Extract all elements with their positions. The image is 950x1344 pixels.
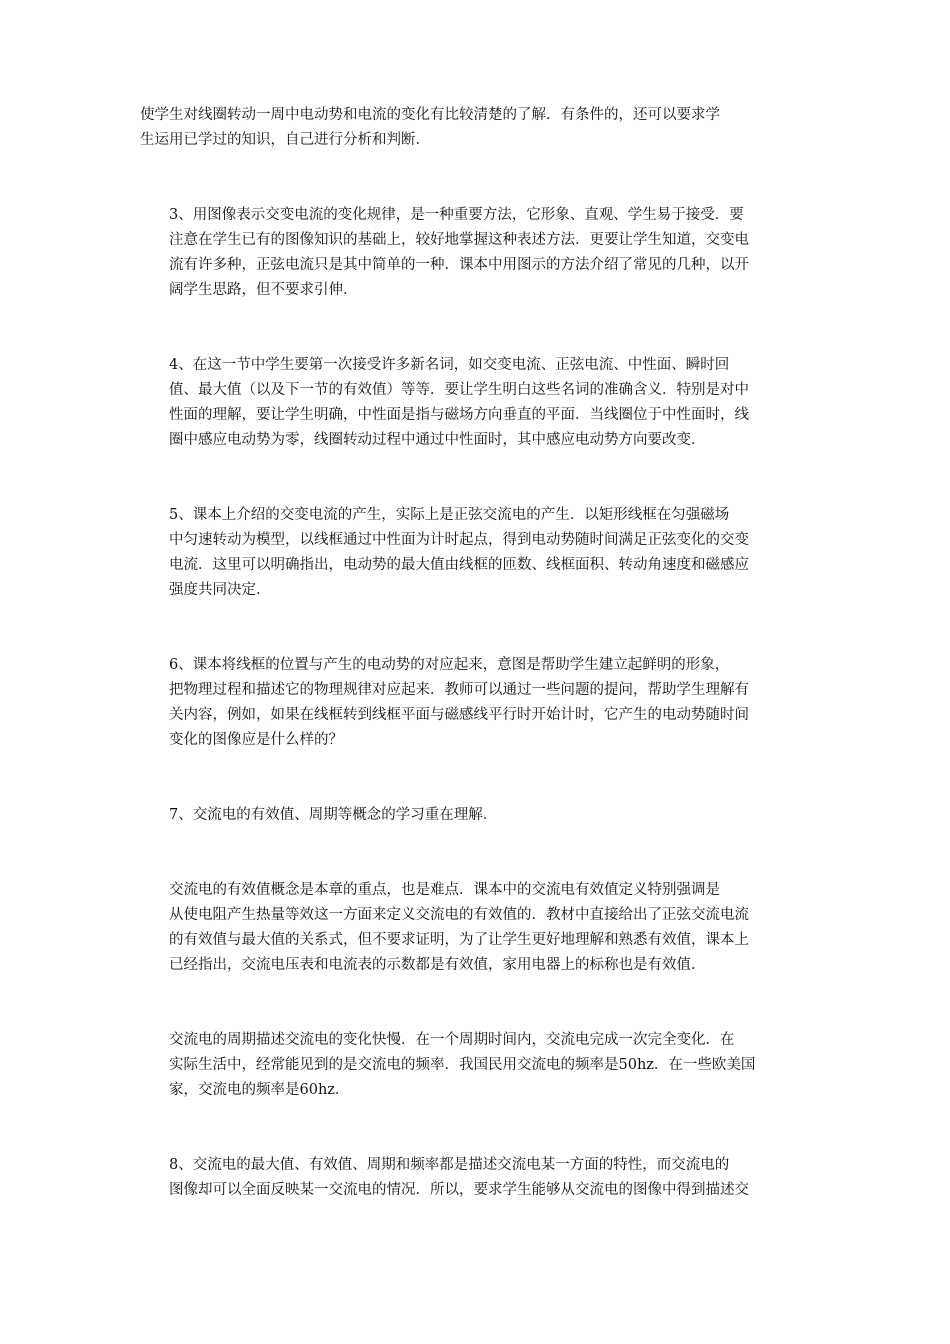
text-line: 把物理过程和描述它的物理规律对应起来．教师可以通过一些问题的提问，帮助学生理解有	[169, 682, 749, 698]
text-line: 性面的理解，要让学生明确，中性面是指与磁场方向垂直的平面．当线圈位于中性面时，线	[169, 407, 749, 423]
paragraph-item-4	[140, 353, 830, 453]
text-line: 使学生对线圈转动一周中电动势和电流的变化有比较清楚的了解．有条件的，还可以要求学	[140, 107, 720, 123]
text-line: 的有效值与最大值的关系式，但不要求证明，为了让学生更好地理解和熟悉有效值，课本上	[169, 932, 749, 948]
text-line: 中匀速转动为模型，以线框通过中性面为计时起点，得到电动势随时间满足正弦变化的交变	[169, 532, 749, 548]
paragraph-effective-value	[140, 878, 830, 978]
text-line: 8、交流电的最大值、有效值、周期和频率都是描述交流电某一方面的特性，而交流电的	[169, 1157, 730, 1173]
text-line: 电流．这里可以明确指出，电动势的最大值由线框的匝数、线框面积、转动角速度和磁感应	[169, 557, 749, 573]
paragraph-item-7	[140, 803, 830, 828]
text-line: 交流电的有效值概念是本章的重点，也是难点．课本中的交流电有效值定义特别强调是	[169, 882, 720, 898]
text-line: 6、课本将线框的位置与产生的电动势的对应起来，意图是帮助学生建立起鲜明的形象，	[169, 657, 730, 673]
text-line: 强度共同决定．	[169, 582, 271, 598]
text-line: 关内容，例如，如果在线框转到线框平面与磁感线平行时开始计时，它产生的电动势随时间	[169, 707, 749, 723]
paragraph-period	[140, 1028, 830, 1103]
text-line: 阔学生思路，但不要求引伸．	[169, 282, 358, 298]
text-line: 3、用图像表示交变电流的变化规律，是一种重要方法，它形象、直观、学生易于接受．要	[169, 207, 744, 223]
text-line: 实际生活中，经常能见到的是交流电的频率．我国民用交流电的频率是50hz．在一些欧美国	[169, 1057, 756, 1073]
paragraph-item-8	[140, 1153, 830, 1203]
text-line: 5、课本上介绍的交变电流的产生，实际上是正弦交流电的产生．以矩形线框在匀强磁场	[169, 507, 730, 523]
text-line: 注意在学生已有的图像知识的基础上，较好地掌握这种表述方法．更要让学生知道，交变电	[169, 232, 749, 248]
text-line: 已经指出，交流电压表和电流表的示数都是有效值，家用电器上的标称也是有效值．	[169, 957, 706, 973]
text-line: 圈中感应电动势为零，线圈转动过程中通过中性面时，其中感应电动势方向要改变．	[169, 432, 706, 448]
paragraph-intro	[140, 103, 830, 153]
text-line: 7、交流电的有效值、周期等概念的学习重在理解．	[169, 807, 498, 823]
paragraph-item-3	[140, 203, 830, 303]
text-line: 家，交流电的频率是60hz．	[169, 1082, 350, 1098]
paragraph-item-6	[140, 653, 830, 753]
text-line: 图像却可以全面反映某一交流电的情况．所以，要求学生能够从交流电的图像中得到描述交	[169, 1182, 749, 1198]
text-line: 变化的图像应是什么样的？	[169, 732, 343, 748]
paragraph-item-5	[140, 503, 830, 603]
document-page	[140, 103, 830, 1253]
text-line: 生运用已学过的知识，自己进行分析和判断．	[140, 132, 430, 148]
text-line: 值、最大值（以及下一节的有效值）等等．要让学生明白这些名词的准确含义．特别是对中	[169, 382, 749, 398]
text-line: 交流电的周期描述交流电的变化快慢．在一个周期时间内，交流电完成一次完全变化．在	[169, 1032, 735, 1048]
text-line: 从使电阻产生热量等效这一方面来定义交流电的有效值的．教材中直接给出了正弦交流电流	[169, 907, 749, 923]
text-line: 流有许多种，正弦电流只是其中简单的一种．课本中用图示的方法介绍了常见的几种，以开	[169, 257, 749, 273]
text-line: 4、在这一节中学生要第一次接受许多新名词，如交变电流、正弦电流、中性面、瞬时回	[169, 357, 730, 373]
